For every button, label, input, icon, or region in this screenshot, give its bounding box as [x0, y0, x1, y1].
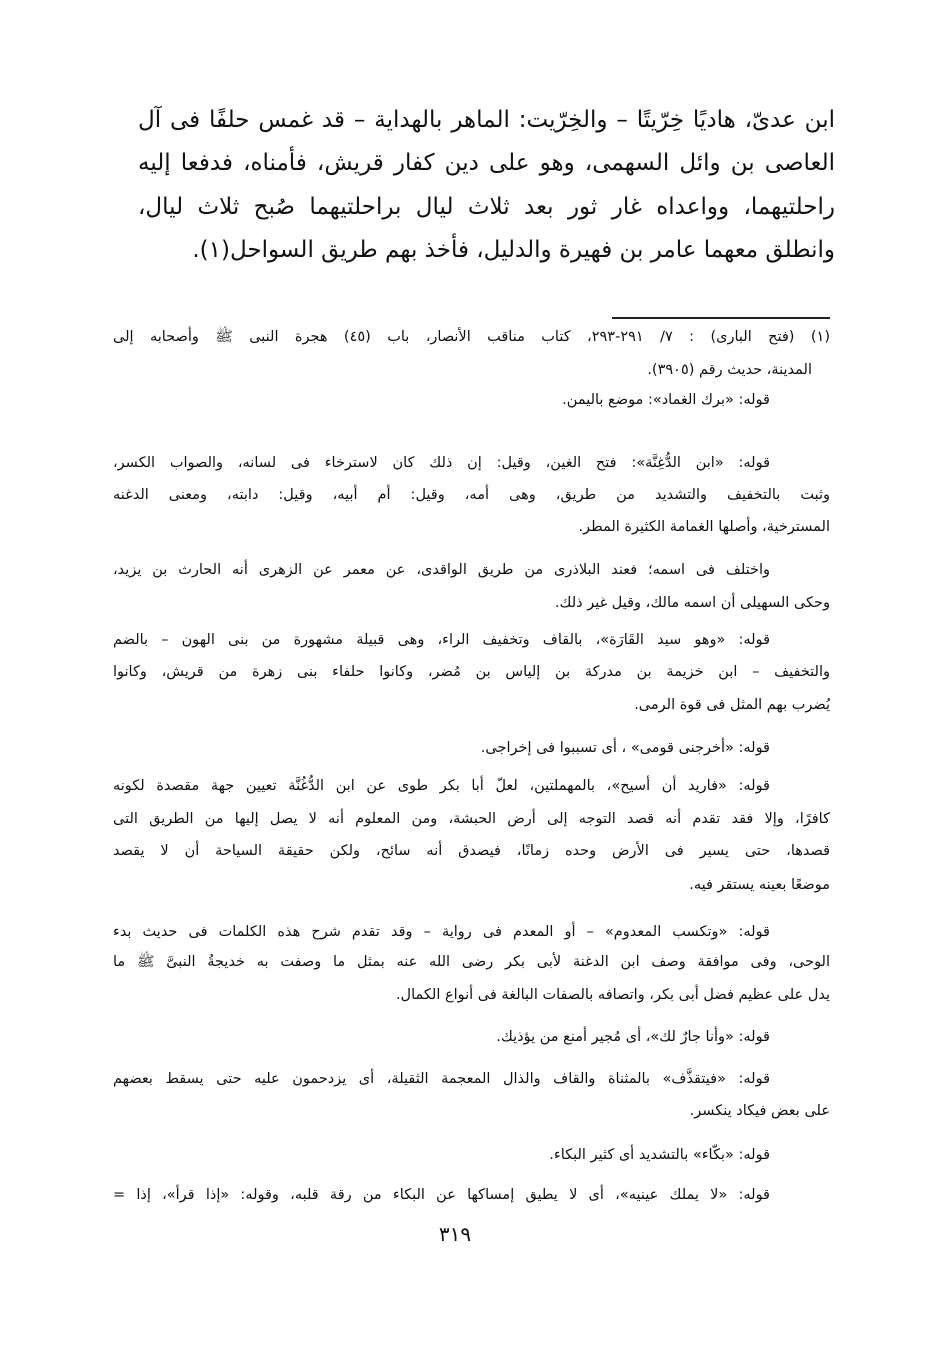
footnote-line: يدل على عظيم فضل أبى بكر، واتصافه بالصفات البالغة فى أنواع الكمال. [395, 987, 830, 1003]
footnote-line: قوله: «برك الغماد»: موضع باليمن. [562, 392, 770, 408]
footnote-line: قوله: «فيتقذَّف» بالمثناة والقاف والذال المعجمة الثقيلة، أى يزدحمون عليه حتى يسقط بعضهم [113, 1071, 770, 1087]
footnote-line: قوله: «وهو سيد القَارَة»، بالقاف وتخفيف الراء، وهى قبيلة مشهورة من بنى الهون – بالضم [113, 632, 770, 648]
main-text-line: العاصى بن وائل السهمى، وهو على دين كفار قريش، فأمناه، فدفعا إليه [138, 150, 835, 176]
footnote-line: قوله: «فاريد أن أسيح»، بالمهملتين، لعلّ أبا بكر طوى عن ابن الدُّغُنَّة تعيين جهة مقصدة لكونه [113, 778, 770, 794]
footnote-line: يُضرب بهم المثل فى قوة الرمى. [634, 697, 830, 713]
footnote-line: وحكى السهيلى أن اسمه مالك، وقيل غير ذلك. [554, 595, 830, 611]
footnote-line: واختلف فى اسمه؛ فعند البلاذرى من طريق الواقدى، عن معمر عن الزهرى أنه الحارث بن يزيد، [113, 562, 770, 578]
footnote-separator [612, 317, 830, 319]
footnote-line: (١) (فتح البارى) : ٧/ ٢٩١-٢٩٣، كتاب مناقب الأنصار، باب (٤٥) هجرة النبى ﷺ وأصحابه إلى [113, 329, 830, 345]
footnote-line: قوله: «أخرجنى قومى» ، أى تسببوا فى إخراجى. [480, 740, 770, 756]
footnote-line: كافرًا، وإلا فقد تقدم أنه قصد التوجه إلى أرض الحبشة، ومن المعلوم أنه لا يصل إليها من الطريق التى [113, 811, 830, 827]
footnote-line: المدينة، حديث رقم (٣٩٠٥). [647, 362, 812, 378]
footnote-line: قصدها، حتى يسير فى الأرض وحده زمانًا، فيصدق أنه سائح، ولكن حقيقة السياحة أن لا يقصد [113, 843, 830, 859]
footnote-line: قوله: «وأنا جارٌ لك»، أى مُجير أمنع من يؤذيك. [496, 1029, 770, 1045]
footnote-line: قوله: «بكّاء» بالتشديد أى كثير البكاء. [549, 1147, 770, 1163]
footnote-line: وثبت بالتخفيف والتشديد من طريق، وهى أمه، وقيل: أم أبيه، وقيل: دابته، ومعنى الدغنه [113, 487, 830, 503]
footnote-line: قوله: «وتكسب المعدوم» – أو المعدم فى رواية – وقد تقدم شرح هذه الكلمات فى حديث بدء [113, 924, 770, 940]
footnote-line: قوله: «لا يملك عينيه»، أى لا يطيق إمساكها عن البكاء من رقة قلبه، وقوله: «إذا قرأ»، إذا = [113, 1187, 770, 1203]
footnote-line: قوله: «ابن الدُّغِنَّة»: فتح الغين، وقيل: إن ذلك كان لاسترخاء فى لسانه، والصواب الكسر، [113, 455, 770, 471]
footnote-line: على بعض فيكاد ينكسر. [689, 1103, 830, 1119]
footnote-line: موضعًا بعينه يستقر فيه. [689, 877, 830, 893]
footnote-line: والتخفيف – ابن خزيمة بن مدركة بن إلياس بن مُضر، وكانوا حلفاء بنى زهرة من قريش، وكانوا [113, 664, 830, 680]
main-text-line: راحلتيهما، وواعداه غار ثور بعد ثلاث ليال براحلتيهما صُبح ثلاث ليال، [138, 194, 835, 220]
footnote-line: الوحى، وفى موافقة وصف ابن الدغنة لأبى بكر رضى الله عنه بمثل ما وصفت به خديجةُ النبىَّ ﷺ ما [113, 954, 830, 970]
footnote-line: المسترخية، وأصلها الغمامة الكثيرة المطر. [578, 519, 830, 535]
page-number: ٣١٩ [438, 1222, 472, 1246]
main-text-line: ابن عدىّ، هاديًا خِرّيتًا – والخِرّيت: الماهر بالهداية – قد غمس حلفًا فى آل [138, 107, 835, 133]
main-text-line: وانطلق معهما عامر بن فهيرة والدليل، فأخذ بهم طريق السواحل(١). [192, 237, 835, 263]
